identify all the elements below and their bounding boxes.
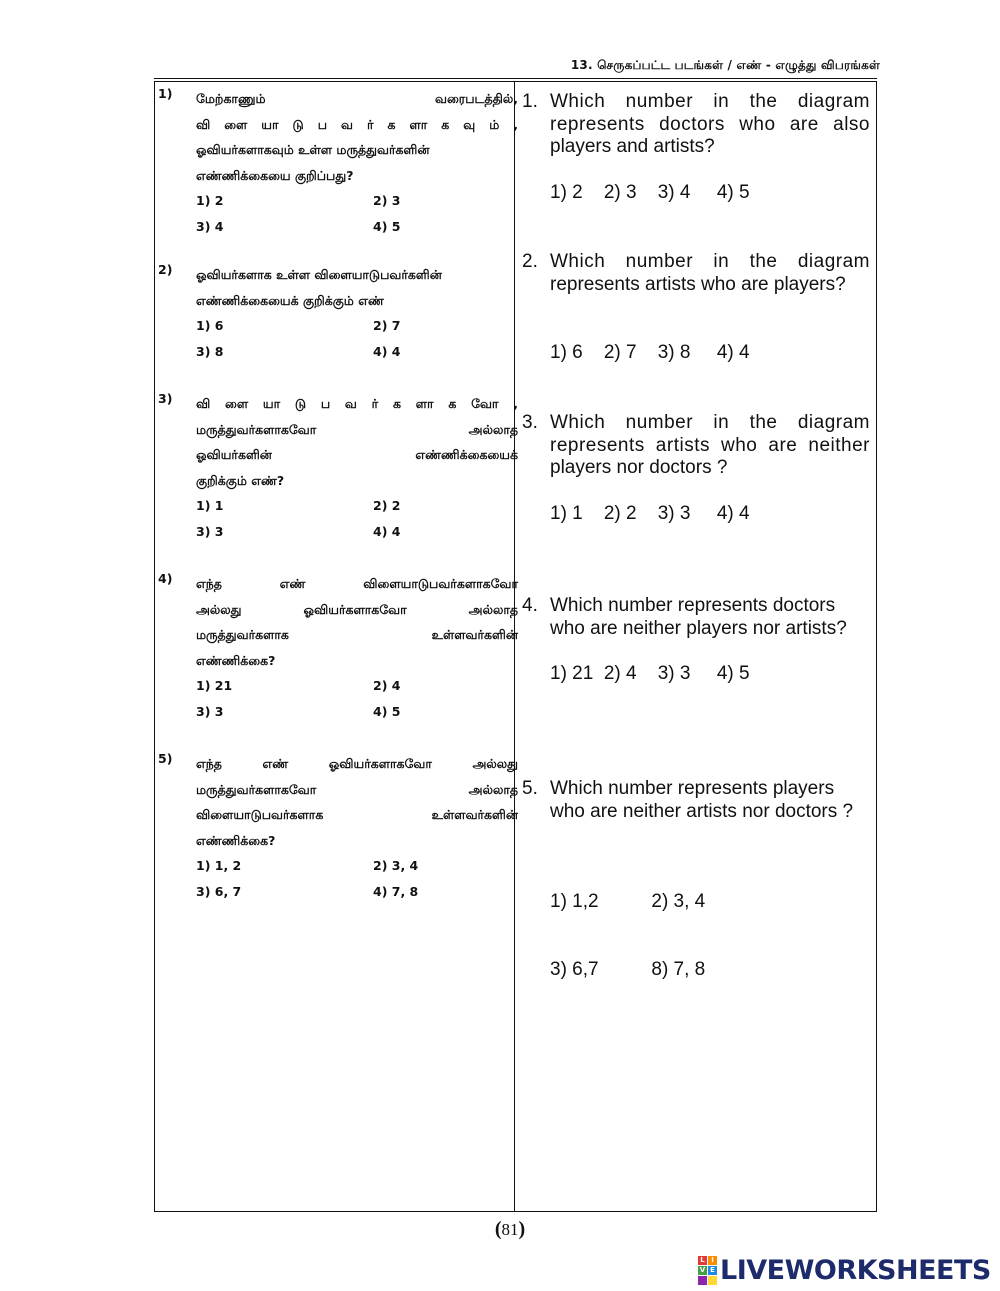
option[interactable]: 4) 5 [373,218,401,234]
question-line: எண்ணிக்கையை குறிப்பது? [196,167,354,183]
question-line: மருத்துவர்களாகவோ அல்லாத [196,421,518,437]
question-line: who are neither artists nor doctors ? [550,800,854,822]
question-number: 5. [522,778,538,799]
question-line: எந்த எண் விளையாடுபவர்களாகவோ [196,576,518,591]
option[interactable]: 2) 4 [373,678,401,693]
option[interactable]: 3) 3 [196,523,224,539]
question-number: 4) [158,571,173,586]
answer-options-row[interactable]: 1) 1,2 2) 3, 4 [550,891,706,912]
logo-blocks-icon [698,1256,717,1285]
logo-block: L [698,1256,707,1265]
question-line: வி ளை யா டு ப வ ர் க ளா க வு ம் , [196,116,518,132]
question-number: 4. [522,595,538,616]
logo-block [708,1276,717,1285]
question-number: 2. [522,251,538,272]
option[interactable]: 2) 3 [373,193,401,208]
option[interactable]: 3) 8 [196,343,224,359]
option[interactable]: 3) 4 [196,218,224,234]
question-line: எண்ணிக்கை? [196,652,276,668]
answer-options[interactable]: 1) 6 2) 7 3) 8 4) 4 [550,342,750,363]
question-line: Which number represents players [550,778,835,799]
question-line: எண்ணிக்கையைக் குறிக்கும் எண் [196,292,384,308]
question-line: who are neither players nor artists? [550,617,847,639]
page-number-value: 81 [501,1220,519,1239]
question-line: அல்லது ஓவியர்களாகவோ அல்லாத [196,601,518,617]
logo-block: I [708,1256,717,1265]
option[interactable]: 2) 3, 4 [373,858,419,873]
logo-block: V [699,1265,706,1274]
chapter-header: 13. செருகப்பட்ட படங்கள் / எண் - எழுத்து விபரங்கள் [570,58,880,72]
question-line: represents doctors who are also [550,113,870,135]
question-line: எந்த எண் ஓவியர்களாகவோ அல்லது [196,756,518,771]
question-number: 3. [522,412,538,433]
question-number: 1. [522,91,538,112]
question-number: 5) [158,751,173,766]
question-line: குறிக்கும் எண்? [196,472,285,488]
option[interactable]: 1) 1 [196,498,224,513]
answer-options [550,846,705,1026]
question-line: represents artists who are players? [550,273,846,295]
logo-block [698,1276,707,1285]
option[interactable]: 1) 6 [196,318,224,333]
question-line: மருத்துவர்களாகவோ அல்லாத [196,781,518,797]
question-line: எண்ணிக்கை? [196,832,276,848]
question-number: 3) [158,391,173,406]
question-line: Which number in the diagram [550,91,870,112]
option[interactable]: 4) 7, 8 [373,883,419,899]
question-number: 2) [158,262,173,277]
option[interactable]: 3) 3 [196,703,224,719]
logo-block: E [708,1266,717,1275]
question-line: Which number in the diagram [550,251,870,272]
question-line: மேற்காணும் வரைபடத்தில், [196,91,518,106]
question-line: Which number represents doctors [550,595,836,616]
question-line: ஓவியர்களாகவும் உள்ள மருத்துவர்களின் [196,142,430,157]
option[interactable]: 1) 21 [196,678,233,693]
option[interactable]: 4) 5 [373,703,401,719]
answer-options-row[interactable]: 3) 6,7 8) 7, 8 [550,958,706,980]
option[interactable]: 1) 1, 2 [196,858,242,873]
question-line: represents artists who are neither [550,434,870,456]
question-line: விளையாடுபவர்களாக உள்ளவர்களின் [196,807,518,822]
question-line: Which number in the diagram [550,412,870,433]
option[interactable]: 4) 4 [373,523,401,539]
liveworksheets-logo [698,1253,991,1287]
logo-text: LIVEWORKSHEETS [720,1254,991,1286]
answer-options[interactable]: 1) 1 2) 2 3) 3 4) 4 [550,503,750,524]
answer-options[interactable]: 1) 2 2) 3 3) 4 4) 5 [550,182,750,203]
question-line: players and artists? [550,136,715,157]
page-number: (81) [494,1218,526,1240]
question-line: மருத்துவர்களாக உள்ளவர்களின் [196,627,518,642]
question-line: வி ளை யா டு ப வ ர் க ளா க வோ , [196,396,518,411]
answer-options[interactable]: 1) 21 2) 4 3) 3 4) 5 [550,663,750,684]
question-line: ஓவியர்களின் எண்ணிக்கையைக் [196,447,518,462]
question-line: ஓவியர்களாக உள்ள விளையாடுபவர்களின் [196,267,442,282]
option[interactable]: 1) 2 [196,193,224,208]
question-line: players nor doctors ? [550,457,728,478]
header-rule [154,78,877,79]
option[interactable]: 2) 7 [373,318,401,333]
option[interactable]: 3) 6, 7 [196,883,242,899]
option[interactable]: 2) 2 [373,498,401,513]
option[interactable]: 4) 4 [373,343,401,359]
question-number: 1) [158,86,173,101]
